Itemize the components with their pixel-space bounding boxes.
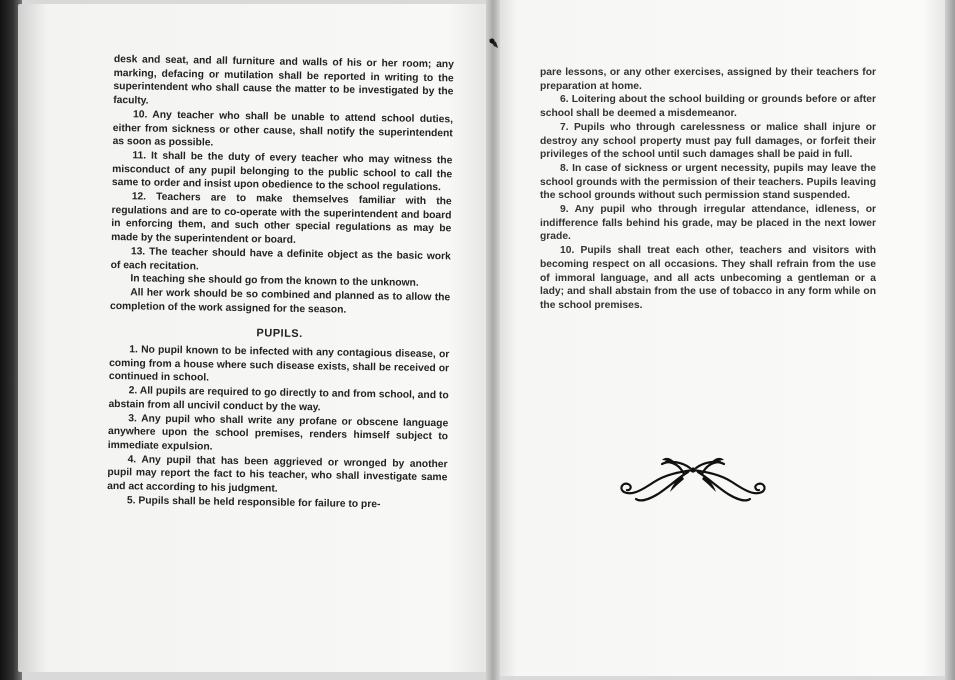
section-heading-pupils: PUPILS. xyxy=(256,327,303,341)
right-page-text xyxy=(540,66,876,313)
ink-smudge-mark xyxy=(486,36,502,54)
paragraph: desk and seat, and all furniture and walls of his or her room; any marking, defacing or mutilation shall be reported in writing to the superintendent who shall cause the matter to be investigated by the faculty. xyxy=(113,53,454,107)
page-edge-shadow xyxy=(945,0,955,680)
pupil-rule-9: 9. Any pupil who through irregular attendance, idleness, or indifference falls behind his grade, may be placed in the next lower grade. xyxy=(540,204,876,243)
pupil-rule-3: 3. Any pupil who shall write any profane or obscene language anywhere upon the school premises, renders himself subject to immediate expulsion. xyxy=(107,412,449,453)
pupil-rule-8: 8. In case of sickness or urgent necessity, pupils may leave the school grounds with the permission of their teachers. Pupils leaving the school grounds without such permission stand suspended. xyxy=(540,162,876,202)
book-gutter xyxy=(486,0,500,680)
pupil-rule-4: 4. Any pupil that has been aggrieved or wronged by another pupil may report the fact to his teacher, who shall investigate same and act according to his judgment. xyxy=(107,453,448,495)
rule-11: 11. It shall be the duty of every teacher who may witness the misconduct of any pupil belonging to the public school to call the same to order and insist upon obedience to the school regulations. xyxy=(111,150,453,194)
pupil-rule-2: 2. All pupils are required to go directly to and from school, and to abstain from all uncivil conduct by the way. xyxy=(108,385,449,414)
pupil-rule-10: 10. Pupils shall treat each other, teachers and visitors with becoming respect on all occasions. They shall refrain from the use of immoral language, and all acts unbecoming a gentleman or a lady; and shall abstain from the use of tobacco in any form while on the school premises. xyxy=(540,245,876,311)
left-page-text xyxy=(107,53,454,513)
paragraph: In teaching she should go from the known to the unknown. xyxy=(130,273,419,290)
rule-13: 13. The teacher should have a definite object as the basic work of each recitation. xyxy=(110,246,451,272)
pupil-rule-1: 1. No pupil known to be infected with any contagious disease, or coming from a house where such disease exists, shall be received or continued in school. xyxy=(108,344,450,385)
rule-12: 12. Teachers are to make themselves familiar with the regulations and are to co-operate with the superintendent and board in enforcing them, and such other special regulations as may be made by the superintendent or board. xyxy=(111,191,452,247)
pupil-rule-7: 7. Pupils who through carelessness or malice shall injure or destroy any school property must pay full damages, or forfeit their privileges of the school until such damages shall be paid in full. xyxy=(540,121,876,161)
pupil-rule-6: 6. Loitering about the school building or grounds before or after school shall be deemed a misdemeanor. xyxy=(540,94,876,120)
paragraph: All her work should be so combined and planned as to allow the completion of the work assigned for the season. xyxy=(109,287,451,316)
rule-10: 10. Any teacher who shall be unable to attend school duties, either from sickness or other cause, shall notify the superintendent as soon as possible. xyxy=(112,109,454,149)
pupil-rule-5: 5. Pupils shall be held responsible for failure to pre- xyxy=(126,495,381,511)
fleuron-ornament-icon xyxy=(618,452,768,508)
paragraph: pare lessons, or any other exercises, assigned by their teachers for preparation at home. xyxy=(540,67,876,92)
